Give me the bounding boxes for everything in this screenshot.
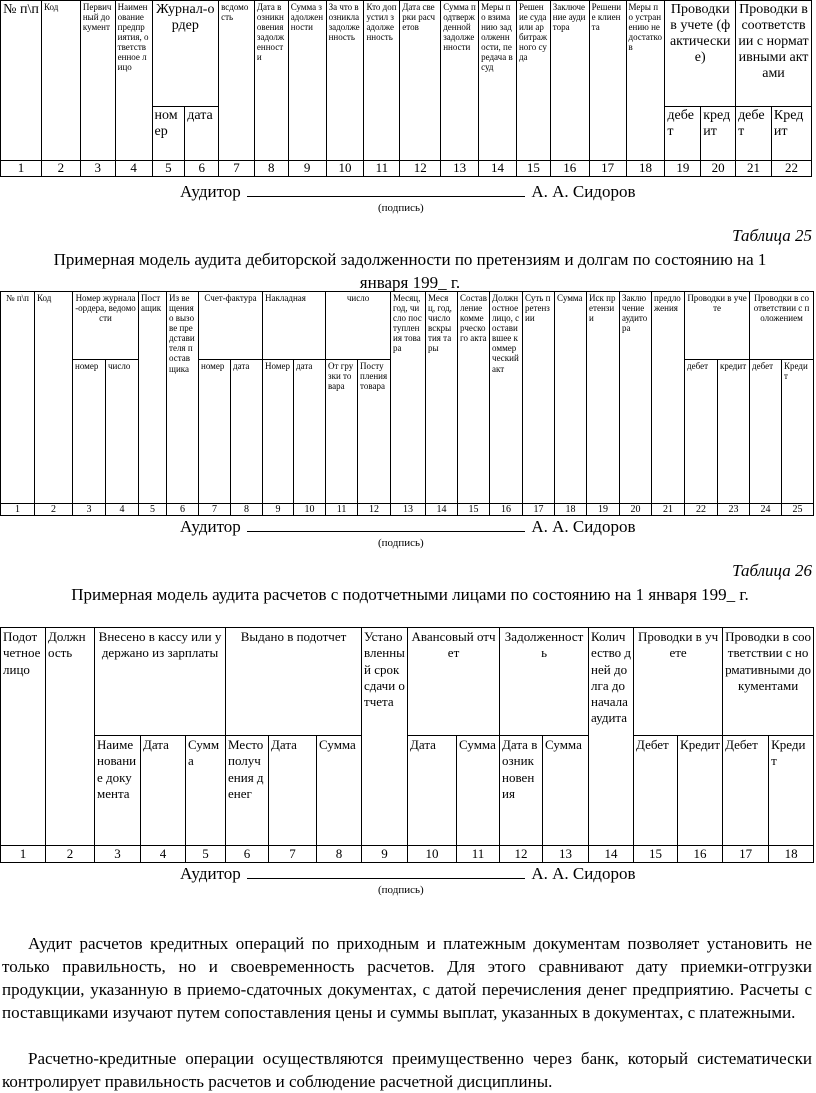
column-number-row bbox=[1, 161, 812, 177]
subheader-cell: дебет bbox=[750, 360, 782, 504]
column-number-cell: 8 bbox=[231, 504, 263, 516]
column-number-cell: 8 bbox=[254, 161, 288, 177]
column-number-cell: 20 bbox=[701, 161, 736, 177]
header-cell: Проводки в учете bbox=[634, 628, 723, 736]
subheader-cell: От грузки товара bbox=[326, 360, 358, 504]
column-number-cell: 10 bbox=[326, 161, 364, 177]
column-number-cell: 11 bbox=[457, 846, 500, 863]
header-cell: Меры по устранению недостатков bbox=[626, 1, 665, 161]
subheader-cell: Место получения денег bbox=[226, 736, 269, 846]
header-cell: Постащик bbox=[139, 292, 167, 504]
header-cell: Из вещения о вызове представителя поставщика bbox=[167, 292, 199, 504]
column-number-cell: 9 bbox=[288, 161, 326, 177]
column-number-cell: 7 bbox=[199, 504, 231, 516]
column-number-cell: 2 bbox=[46, 846, 95, 863]
column-number-cell: 10 bbox=[294, 504, 326, 516]
column-number-cell: 13 bbox=[543, 846, 589, 863]
column-number-cell: 5 bbox=[139, 504, 167, 516]
header-cell: Месяц, год, число вскрытия тары bbox=[426, 292, 458, 504]
column-number-cell: 4 bbox=[141, 846, 186, 863]
column-number-cell: 16 bbox=[550, 161, 589, 177]
column-number-cell: 17 bbox=[523, 504, 555, 516]
subheader-cell: Наименование документа bbox=[95, 736, 141, 846]
subheader-cell: номер bbox=[73, 360, 106, 504]
header-cell: Заключение аудитора bbox=[550, 1, 589, 161]
table-receivables-model bbox=[0, 0, 812, 177]
paragraph-text: Расчетно-кредитные операции осуществляются преимущественно через банк, который систематически контролирует правильность расчетов и соблюдение расчетной дисциплины. bbox=[2, 1049, 812, 1091]
subheader-cell: кредит bbox=[701, 107, 736, 161]
column-number-cell: 19 bbox=[665, 161, 701, 177]
column-number-cell: 19 bbox=[587, 504, 620, 516]
column-number-cell: 9 bbox=[362, 846, 408, 863]
column-number-cell: 25 bbox=[782, 504, 814, 516]
header-cell: Проводки в учете bbox=[685, 292, 750, 360]
column-number-cell: 1 bbox=[1, 504, 35, 516]
header-cell: Счет-фактура bbox=[199, 292, 263, 360]
column-number-cell: 18 bbox=[769, 846, 814, 863]
column-number-cell: 17 bbox=[723, 846, 769, 863]
subheader-cell: дата bbox=[294, 360, 326, 504]
header-cell: Авансовый отчет bbox=[408, 628, 500, 736]
auditor-label: Аудитор bbox=[180, 182, 241, 201]
header-cell: Проводки в соответствии с нормативными документами bbox=[723, 628, 814, 736]
subheader-cell: дата bbox=[231, 360, 263, 504]
header-cell: Должность bbox=[46, 628, 95, 846]
column-number-cell: 7 bbox=[269, 846, 317, 863]
column-number-cell: 6 bbox=[167, 504, 199, 516]
column-number-cell: 20 bbox=[620, 504, 652, 516]
column-number-cell: 5 bbox=[186, 846, 226, 863]
column-number-cell: 11 bbox=[364, 161, 400, 177]
column-number-cell: 15 bbox=[458, 504, 490, 516]
table-accountable-persons-model bbox=[0, 627, 814, 863]
header-cell: № п\п bbox=[1, 1, 42, 161]
column-number-row bbox=[1, 504, 814, 516]
subheader-cell: номер bbox=[152, 107, 185, 161]
auditor-signature-line-3 bbox=[180, 862, 635, 884]
column-number-cell: 14 bbox=[589, 846, 634, 863]
column-number-cell: 14 bbox=[479, 161, 517, 177]
subheader-cell: дата bbox=[185, 107, 219, 161]
header-cell: Подотчетное лицо bbox=[1, 628, 46, 846]
header-cell: Дата сверки расчетов bbox=[400, 1, 441, 161]
column-number-cell: 14 bbox=[426, 504, 458, 516]
table-title: Примерная модель аудита дебиторской задолженности по претензиям и долгам по состоянию на 1 января 199_ г. bbox=[53, 250, 767, 292]
column-number-cell: 4 bbox=[115, 161, 152, 177]
header-cell: Сумма задолженности bbox=[288, 1, 326, 161]
subheader-cell: Дата bbox=[408, 736, 457, 846]
auditor-signature-line-2 bbox=[180, 515, 635, 537]
column-number-cell: 4 bbox=[106, 504, 139, 516]
header-cell: Кто допустил задолженность bbox=[364, 1, 400, 161]
auditor-name: А. А. Сидоров bbox=[531, 517, 636, 536]
column-number-cell: 10 bbox=[408, 846, 457, 863]
header-cell: Составление коммерческого акта bbox=[458, 292, 490, 504]
subheader-cell: дебет bbox=[685, 360, 718, 504]
subheader-cell: Сумма bbox=[543, 736, 589, 846]
subheader-cell: Кредит bbox=[771, 107, 811, 161]
header-cell: Проводки в соответствии с нормативными актами bbox=[736, 1, 812, 107]
subheader-cell: Сумма bbox=[317, 736, 362, 846]
column-number-cell: 8 bbox=[317, 846, 362, 863]
header-cell: Задолженность bbox=[500, 628, 589, 736]
subheader-cell: Дата bbox=[141, 736, 186, 846]
header-cell: всдомость bbox=[219, 1, 255, 161]
header-cell: Количество дней долга до начала аудита bbox=[589, 628, 634, 846]
subheader-cell: Сумма bbox=[186, 736, 226, 846]
auditor-label: Аудитор bbox=[180, 517, 241, 536]
subheader-cell: дебет bbox=[736, 107, 772, 161]
auditor-label: Аудитор bbox=[180, 864, 241, 883]
subheader-cell: Дебет bbox=[634, 736, 678, 846]
header-cell: Заключение аудитора bbox=[620, 292, 652, 504]
subheader-cell: Сумма bbox=[457, 736, 500, 846]
column-number-cell: 1 bbox=[1, 161, 42, 177]
column-number-cell: 18 bbox=[626, 161, 665, 177]
header-cell: Иск претензии bbox=[587, 292, 620, 504]
column-number-cell: 6 bbox=[185, 161, 219, 177]
header-cell: Журнал-ордер bbox=[152, 1, 219, 107]
header-cell: Меры по взиманию задолженности, передача в суд bbox=[479, 1, 517, 161]
auditor-name: А. А. Сидоров bbox=[531, 864, 636, 883]
signature-caption: (подпись) bbox=[378, 202, 424, 214]
table-label: Таблица 25 bbox=[732, 226, 812, 245]
subheader-cell: Дебет bbox=[723, 736, 769, 846]
header-cell: Суть претензии bbox=[523, 292, 555, 504]
body-paragraph bbox=[2, 932, 812, 1024]
auditor-name: А. А. Сидоров bbox=[531, 182, 636, 201]
header-cell: Месяц, год, число поступления товара bbox=[391, 292, 426, 504]
subheader-cell: Кредит bbox=[782, 360, 814, 504]
header-cell: Внесено в кассу или удержано из зарплаты bbox=[95, 628, 226, 736]
table-claims-model bbox=[0, 291, 814, 516]
column-number-cell: 1 bbox=[1, 846, 46, 863]
column-number-cell: 17 bbox=[589, 161, 626, 177]
subheader-cell: Кредит bbox=[678, 736, 723, 846]
column-number-row bbox=[1, 846, 814, 863]
signature-line bbox=[247, 180, 525, 197]
header-cell: Сумма bbox=[555, 292, 587, 504]
column-number-cell: 11 bbox=[326, 504, 358, 516]
column-number-cell: 12 bbox=[358, 504, 391, 516]
header-cell: Номер журнала-ордера, ведомости bbox=[73, 292, 139, 360]
header-cell: Наименование предприятия, ответственное лицо bbox=[115, 1, 152, 161]
header-cell: число bbox=[326, 292, 391, 360]
column-number-cell: 7 bbox=[219, 161, 255, 177]
column-number-cell: 3 bbox=[73, 504, 106, 516]
column-number-cell: 23 bbox=[718, 504, 750, 516]
column-number-cell: 15 bbox=[516, 161, 550, 177]
subheader-cell: число bbox=[106, 360, 139, 504]
column-number-cell: 3 bbox=[95, 846, 141, 863]
subheader-cell: Поступления товара bbox=[358, 360, 391, 504]
column-number-cell: 16 bbox=[678, 846, 723, 863]
subheader-cell: кредит bbox=[718, 360, 750, 504]
column-number-cell: 13 bbox=[441, 161, 479, 177]
signature-line bbox=[247, 515, 525, 532]
column-number-cell: 16 bbox=[490, 504, 523, 516]
column-number-cell: 12 bbox=[400, 161, 441, 177]
header-cell: Выдано в подотчет bbox=[226, 628, 362, 736]
column-number-cell: 2 bbox=[41, 161, 80, 177]
column-number-cell: 3 bbox=[80, 161, 115, 177]
column-number-cell: 21 bbox=[736, 161, 772, 177]
header-cell: Проводки в соответствии с положением bbox=[750, 292, 814, 360]
signature-line bbox=[247, 862, 525, 879]
header-cell: Решение суда или арбитражного суда bbox=[516, 1, 550, 161]
column-number-cell: 9 bbox=[263, 504, 294, 516]
column-number-cell: 15 bbox=[634, 846, 678, 863]
column-number-cell: 24 bbox=[750, 504, 782, 516]
signature-caption: (подпись) bbox=[378, 884, 424, 896]
subheader-cell: номер bbox=[199, 360, 231, 504]
subheader-cell: Кредит bbox=[769, 736, 814, 846]
header-cell: Проводки в учете (фактические) bbox=[665, 1, 736, 107]
column-number-cell: 21 bbox=[652, 504, 685, 516]
subheader-cell: Дата bbox=[269, 736, 317, 846]
body-paragraph bbox=[2, 1047, 812, 1093]
header-cell: Код bbox=[41, 1, 80, 161]
column-number-cell: 22 bbox=[771, 161, 811, 177]
header-cell: № п\п bbox=[1, 292, 35, 504]
paragraph-text: Аудит расчетов кредитных операций по приходным и платежным документам позволяет установить не только правильность, но и своевременность расчетов. Для этого сравнивают дату приемки-отгрузки продукции, указанную в приемо-сдаточных документах, с датой перечисления денег предприятию. Расчеты с поставщиками изучают путем сопоставления цены и суммы выплат, указанных в документах, с платежными. bbox=[2, 934, 812, 1022]
header-cell: предложения bbox=[652, 292, 685, 504]
table-label: Таблица 26 bbox=[732, 561, 812, 580]
header-cell: За что возникла задолженность bbox=[326, 1, 364, 161]
header-cell: Должностное лицо, составившее коммерческий акт bbox=[490, 292, 523, 504]
header-cell: Сумма подтвержденной задолженности bbox=[441, 1, 479, 161]
column-number-cell: 6 bbox=[226, 846, 269, 863]
subheader-cell: Дата возникновения bbox=[500, 736, 543, 846]
subheader-cell: Номер bbox=[263, 360, 294, 504]
header-cell: Решение клиента bbox=[589, 1, 626, 161]
subheader-cell: дебет bbox=[665, 107, 701, 161]
header-cell: Код bbox=[35, 292, 73, 504]
table-title: Примерная модель аудита расчетов с подотчетными лицами по состоянию на 1 января 199_ г. bbox=[71, 585, 749, 604]
header-cell: Установленный срок сдачи отчета bbox=[362, 628, 408, 846]
header-cell: Первичный документ bbox=[80, 1, 115, 161]
header-cell: Дата возникновения задолженности bbox=[254, 1, 288, 161]
column-number-cell: 22 bbox=[685, 504, 718, 516]
signature-caption: (подпись) bbox=[378, 537, 424, 549]
auditor-signature-line-1 bbox=[180, 180, 635, 202]
column-number-cell: 13 bbox=[391, 504, 426, 516]
column-number-cell: 5 bbox=[152, 161, 185, 177]
header-cell: Накладная bbox=[263, 292, 326, 360]
column-number-cell: 2 bbox=[35, 504, 73, 516]
column-number-cell: 12 bbox=[500, 846, 543, 863]
column-number-cell: 18 bbox=[555, 504, 587, 516]
